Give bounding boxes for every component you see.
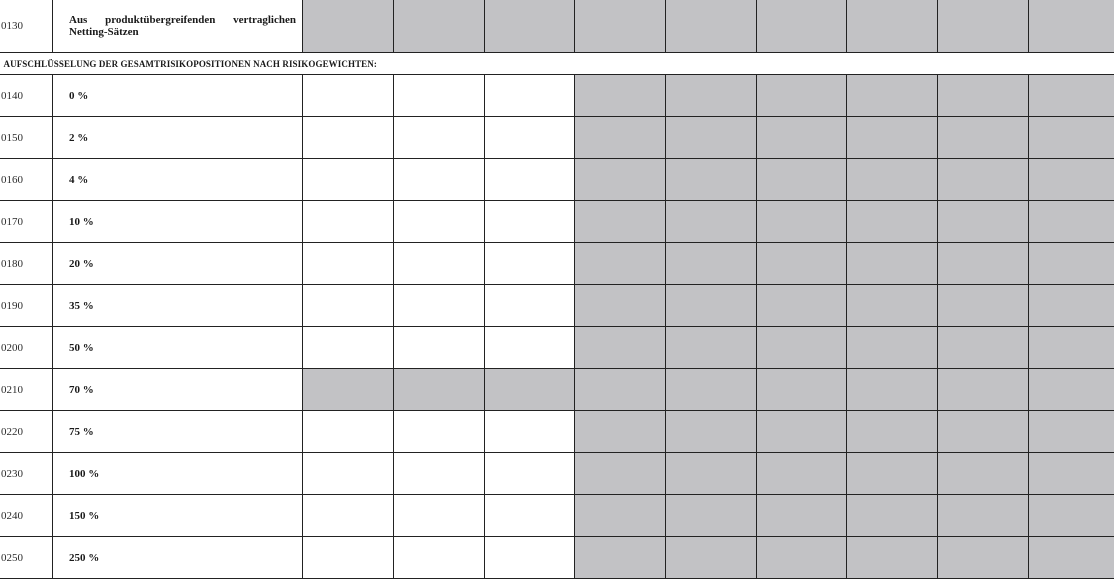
- disabled-cell: [847, 369, 938, 411]
- disabled-cell: [575, 495, 666, 537]
- row-label: 10 %: [53, 201, 303, 243]
- row-label: 150 %: [53, 495, 303, 537]
- disabled-cell: [575, 201, 666, 243]
- input-cell[interactable]: [303, 495, 394, 537]
- disabled-cell: [938, 75, 1029, 117]
- disabled-cell: [757, 117, 847, 159]
- input-cell[interactable]: [485, 243, 575, 285]
- input-cell[interactable]: [303, 117, 394, 159]
- disabled-cell: [757, 369, 847, 411]
- row-label: Aus produktübergreifenden vertraglichen Netting-Sätzen: [53, 0, 303, 53]
- disabled-cell: [757, 285, 847, 327]
- disabled-cell: [575, 159, 666, 201]
- disabled-cell: [757, 243, 847, 285]
- input-cell[interactable]: [303, 327, 394, 369]
- disabled-cell: [938, 285, 1029, 327]
- disabled-cell: [757, 75, 847, 117]
- row-label: 4 %: [53, 159, 303, 201]
- row-label: 20 %: [53, 243, 303, 285]
- disabled-cell: [1029, 159, 1114, 201]
- row-code: 0210: [0, 369, 53, 411]
- disabled-cell: [1029, 537, 1114, 579]
- table-row: [0, 201, 1114, 243]
- table-row: [0, 537, 1114, 579]
- input-cell[interactable]: [394, 117, 485, 159]
- disabled-cell: [757, 201, 847, 243]
- disabled-cell: [757, 495, 847, 537]
- disabled-cell: [1029, 411, 1114, 453]
- disabled-cell: [1029, 201, 1114, 243]
- row-code: 0160: [0, 159, 53, 201]
- input-cell[interactable]: [303, 243, 394, 285]
- disabled-cell: [938, 411, 1029, 453]
- disabled-cell: [1029, 327, 1114, 369]
- disabled-cell: [666, 453, 757, 495]
- disabled-cell: [666, 285, 757, 327]
- disabled-cell: [847, 411, 938, 453]
- table-row: [0, 285, 1114, 327]
- row-label: 70 %: [53, 369, 303, 411]
- input-cell[interactable]: [485, 453, 575, 495]
- table-row-0130: [0, 0, 1114, 53]
- row-label: 250 %: [53, 537, 303, 579]
- data-cell: [757, 0, 847, 53]
- row-code: 0170: [0, 201, 53, 243]
- row-code: 0130: [0, 0, 53, 53]
- disabled-cell: [1029, 285, 1114, 327]
- row-code: 0250: [0, 537, 53, 579]
- input-cell[interactable]: [485, 117, 575, 159]
- disabled-cell: [666, 159, 757, 201]
- table-row: [0, 369, 1114, 411]
- disabled-cell: [1029, 117, 1114, 159]
- input-cell[interactable]: [485, 327, 575, 369]
- table-row: [0, 243, 1114, 285]
- row-code: 0220: [0, 411, 53, 453]
- disabled-cell: [847, 537, 938, 579]
- disabled-cell: [938, 159, 1029, 201]
- disabled-cell: [575, 117, 666, 159]
- row-code: 0150: [0, 117, 53, 159]
- input-cell[interactable]: [485, 75, 575, 117]
- input-cell[interactable]: [303, 411, 394, 453]
- disabled-cell: [575, 411, 666, 453]
- input-cell[interactable]: [394, 327, 485, 369]
- row-label: 75 %: [53, 411, 303, 453]
- disabled-cell: [666, 327, 757, 369]
- table-row: [0, 75, 1114, 117]
- input-cell[interactable]: [394, 243, 485, 285]
- disabled-cell: [575, 285, 666, 327]
- row-code: 0240: [0, 495, 53, 537]
- disabled-cell: [303, 369, 394, 411]
- data-cell: [847, 0, 938, 53]
- input-cell[interactable]: [303, 159, 394, 201]
- disabled-cell: [938, 495, 1029, 537]
- row-label: 50 %: [53, 327, 303, 369]
- disabled-cell: [938, 117, 1029, 159]
- disabled-cell: [666, 537, 757, 579]
- input-cell[interactable]: [485, 495, 575, 537]
- disabled-cell: [575, 327, 666, 369]
- data-cell: [1029, 0, 1114, 53]
- disabled-cell: [847, 495, 938, 537]
- row-code: 0200: [0, 327, 53, 369]
- disabled-cell: [666, 117, 757, 159]
- row-label: 0 %: [53, 75, 303, 117]
- input-cell[interactable]: [394, 411, 485, 453]
- input-cell[interactable]: [485, 411, 575, 453]
- disabled-cell: [847, 201, 938, 243]
- disabled-cell: [757, 411, 847, 453]
- row-label: 100 %: [53, 453, 303, 495]
- disabled-cell: [666, 243, 757, 285]
- input-cell[interactable]: [394, 537, 485, 579]
- disabled-cell: [1029, 369, 1114, 411]
- table-row: [0, 327, 1114, 369]
- disabled-cell: [1029, 453, 1114, 495]
- disabled-cell: [666, 369, 757, 411]
- disabled-cell: [938, 327, 1029, 369]
- disabled-cell: [666, 75, 757, 117]
- disabled-cell: [1029, 243, 1114, 285]
- data-cell: [575, 0, 666, 53]
- disabled-cell: [1029, 495, 1114, 537]
- input-cell[interactable]: [303, 201, 394, 243]
- disabled-cell: [938, 243, 1029, 285]
- input-cell[interactable]: [303, 75, 394, 117]
- section-heading: AUFSCHLÜSSELUNG DER GESAMTRISIKOPOSITIONEN NACH RISIKOGEWICHTEN:: [0, 53, 1114, 75]
- disabled-cell: [938, 201, 1029, 243]
- disabled-cell: [757, 537, 847, 579]
- input-cell[interactable]: [303, 285, 394, 327]
- input-cell[interactable]: [303, 537, 394, 579]
- disabled-cell: [485, 369, 575, 411]
- disabled-cell: [847, 75, 938, 117]
- disabled-cell: [666, 411, 757, 453]
- disabled-cell: [575, 369, 666, 411]
- input-cell[interactable]: [394, 285, 485, 327]
- disabled-cell: [666, 201, 757, 243]
- input-cell[interactable]: [485, 159, 575, 201]
- disabled-cell: [757, 453, 847, 495]
- disabled-cell: [394, 369, 485, 411]
- disabled-cell: [575, 453, 666, 495]
- data-cell: [666, 0, 757, 53]
- disabled-cell: [938, 537, 1029, 579]
- row-code: 0180: [0, 243, 53, 285]
- disabled-cell: [575, 75, 666, 117]
- disabled-cell: [757, 159, 847, 201]
- row-label: 2 %: [53, 117, 303, 159]
- disabled-cell: [847, 327, 938, 369]
- input-cell[interactable]: [394, 75, 485, 117]
- disabled-cell: [666, 495, 757, 537]
- disabled-cell: [847, 285, 938, 327]
- table-row: [0, 411, 1114, 453]
- input-cell[interactable]: [485, 537, 575, 579]
- data-cell: [303, 0, 394, 53]
- disabled-cell: [1029, 75, 1114, 117]
- input-cell[interactable]: [394, 495, 485, 537]
- input-cell[interactable]: [303, 453, 394, 495]
- disabled-cell: [847, 117, 938, 159]
- disabled-cell: [938, 369, 1029, 411]
- disabled-cell: [847, 453, 938, 495]
- table-row: [0, 495, 1114, 537]
- table-row: [0, 453, 1114, 495]
- input-cell[interactable]: [394, 453, 485, 495]
- input-cell[interactable]: [485, 285, 575, 327]
- disabled-cell: [757, 327, 847, 369]
- table-row: [0, 159, 1114, 201]
- table-row: [0, 117, 1114, 159]
- row-code: 0190: [0, 285, 53, 327]
- row-code: 0230: [0, 453, 53, 495]
- data-cell: [938, 0, 1029, 53]
- row-code: 0140: [0, 75, 53, 117]
- disabled-cell: [938, 453, 1029, 495]
- disabled-cell: [575, 537, 666, 579]
- disabled-cell: [847, 159, 938, 201]
- disabled-cell: [847, 243, 938, 285]
- input-cell[interactable]: [485, 201, 575, 243]
- disabled-cell: [575, 243, 666, 285]
- row-label: 35 %: [53, 285, 303, 327]
- data-cell: [485, 0, 575, 53]
- input-cell[interactable]: [394, 201, 485, 243]
- input-cell[interactable]: [394, 159, 485, 201]
- section-heading-row: [0, 53, 1114, 75]
- data-cell: [394, 0, 485, 53]
